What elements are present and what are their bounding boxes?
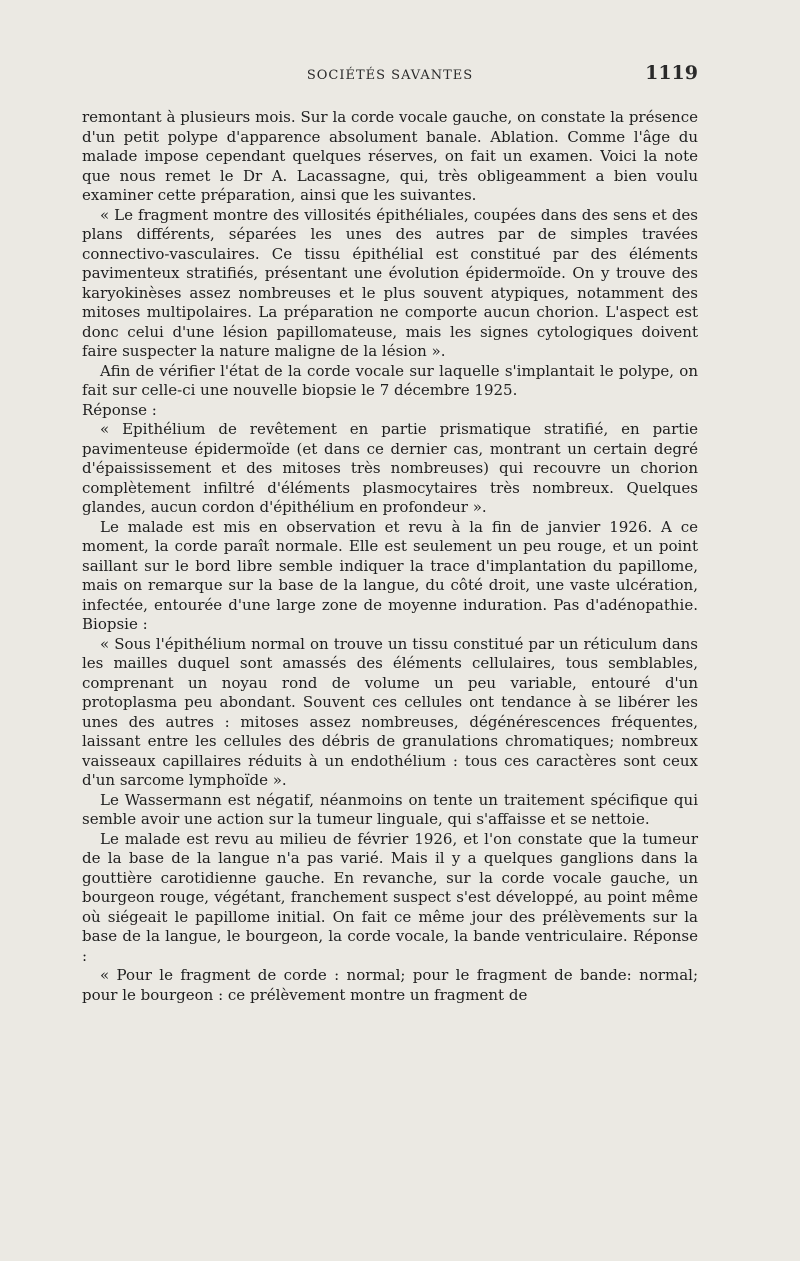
- paragraph: remontant à plusieurs mois. Sur la corde vocale gauche, on constate la présence d'un petit polype d'apparence absolument banale. Ablation. Comme l'âge du malade impose cependant quelques réserves, on fait un examen. Voici la note que nous remet le Dr A. Lacassagne, qui, très obligeamment a bien voulu examiner cette préparation, ainsi que les suivantes.: [82, 108, 698, 204]
- paragraph: Afin de vérifier l'état de la corde vocale sur laquelle s'implantait le polype, on fait sur celle-ci une nouvelle biopsie le 7 décembre 1925.: [82, 361, 698, 399]
- paragraph: Le malade est revu au milieu de février 1926, et l'on constate que la tumeur de la base de la langue n'a pas varié. Mais il y a quelques ganglions dans la gouttière carotidienne gauche. En revanche, sur la corde vocale gauche, un bourgeon rouge, végétant, franchement suspect s'est développé, au point même où siégeait le papillome initial. On fait ce même jour des prélèvements sur la base de la langue, le bourgeon, la corde vocale, la bande ventriculaire. Réponse :: [82, 829, 698, 965]
- quote-paragraph: « Le fragment montre des villosités épithéliales, coupées dans des sens et des plans différents, séparées les unes des autres par de simples travées connectivo-vasculaires. Ce tissu épithélial est constitué par des éléments pavimenteux stratifiés, présentant une évolution épidermoïde. On y trouve des karyokinèses assez nombreuses et le plus souvent atypiques, notamment des mitoses multipolaires. La préparation ne comporte aucun chorion. L'aspect est donc celui d'une lésion papillomateuse, mais les signes cytologiques doivent faire suspecter la nature maligne de la lésion ».: [82, 205, 698, 360]
- reponse-label: Réponse :: [82, 400, 157, 419]
- running-head: [82, 62, 698, 86]
- paragraph: Le Wassermann est négatif, néanmoins on tente un traitement spécifique qui semble avoir une action sur la tumeur linguale, qui s'affaisse et se nettoie.: [82, 790, 698, 828]
- paragraph: Le malade est mis en observation et revu à la fin de janvier 1926. A ce moment, la corde paraît normale. Elle est seulement un peu rouge, et un point saillant sur le bord libre semble indiquer la trace d'implantation du papillome, mais on remarque sur la base de la langue, du côté droit, une vaste ulcération, infectée, entourée d'une large zone de moyenne induration. Pas d'adénopathie. Biopsie :: [82, 517, 698, 633]
- page-number: 1119: [645, 62, 698, 84]
- quote-paragraph: « Epithélium de revêtement en partie prismatique stratifié, en partie pavimenteuse épidermoïde (et dans ce dernier cas, montrant un certain degré d'épaississement et des mitoses très nombreuses) qui recouvre un chorion complètement infiltré d'éléments plasmocytaires très nombreux. Quelques glandes, aucun cordon d'épithélium en profondeur ».: [82, 420, 698, 516]
- running-title: SOCIÉTÉS SAVANTES: [306, 68, 474, 83]
- quote-paragraph: « Sous l'épithélium normal on trouve un tissu constitué par un réticulum dans les mailles duquel sont amassés des éléments cellulaires, tous semblables, comprenant un noyau rond de volume un peu variable, entouré d'un protoplasma peu abondant. Souvent ces cellules ont tendance à se libérer les unes des autres : mitoses assez nombreuses, dégénérescences fréquentes, laissant entre les cellules des débris de granulations chromatiques; nombreux vaisseaux capillaires réduits à un endothélium : tous ces caractères sont ceux d'un sarcome lymphoïde ».: [82, 634, 698, 789]
- body-text: [82, 108, 698, 1005]
- quote-paragraph: « Pour le fragment de corde : normal; pour le fragment de bande: normal; pour le bourgeon : ce prélèvement montre un fragment de: [82, 966, 698, 1004]
